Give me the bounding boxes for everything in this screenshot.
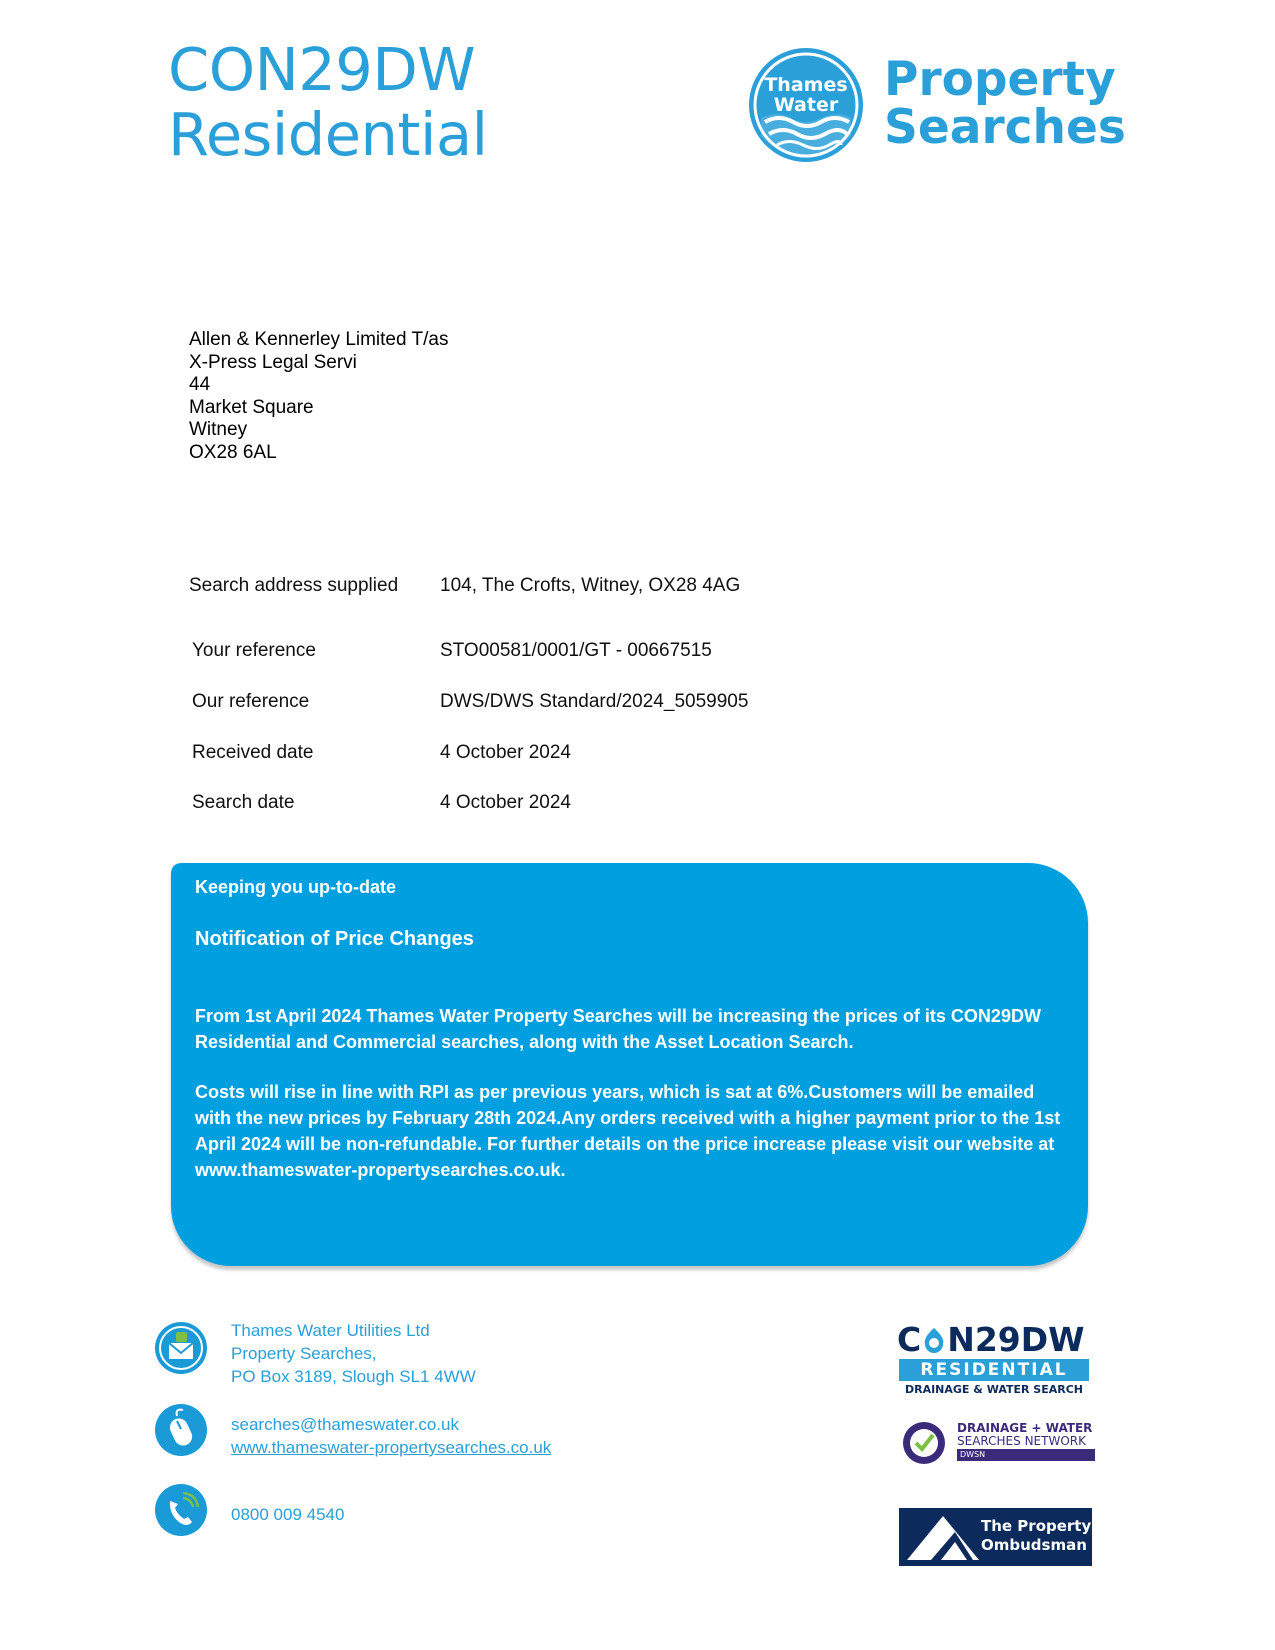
dwsn-badge xyxy=(900,1419,1095,1467)
company-address-line: PO Box 3189, Slough SL1 4WW xyxy=(231,1367,476,1386)
water-drop-icon xyxy=(921,1325,947,1353)
con29-title-b: N29DW xyxy=(947,1320,1085,1359)
your-reference-value: STO00581/0001/GT - 00667515 xyxy=(440,640,712,661)
dwsn-seal-icon xyxy=(900,1419,948,1467)
our-reference-label: Our reference xyxy=(192,691,310,712)
contact-links xyxy=(231,1413,551,1459)
dwsn-line2: SEARCHES NETWORK xyxy=(957,1434,1086,1448)
notice-paragraph-1: From 1st April 2024 Thames Water Property Searches will be increasing the prices of its CON29DW Residential and Commercial searches, along with the Asset Location Search. xyxy=(195,1006,1041,1052)
document-title-line1: CON29DW xyxy=(168,35,476,104)
dwsn-line1: DRAINAGE + WATER xyxy=(957,1421,1093,1435)
website-link[interactable]: www.thameswater-propertysearches.co.uk xyxy=(231,1438,552,1457)
notice-title: Notification of Price Changes xyxy=(195,928,474,950)
document-title-line2: Residential xyxy=(168,100,488,169)
company-address-line: Thames Water Utilities Ltd xyxy=(231,1321,430,1340)
mail-icon xyxy=(155,1322,207,1374)
property-ombudsman-badge xyxy=(899,1508,1092,1566)
con29-title-a: C xyxy=(897,1320,922,1359)
address-line: 44 xyxy=(189,374,211,395)
thames-water-logo xyxy=(747,46,865,164)
price-change-notice xyxy=(171,863,1088,1266)
received-date-value: 4 October 2024 xyxy=(440,742,571,763)
ombudsman-line2: Ombudsman xyxy=(981,1536,1087,1554)
notice-paragraph-2: Costs will rise in line with RPI as per previous years, which is sat at 6%.Customers will be emailed with the new prices by February 28th 2024.Any orders received with a higher payment prior to the 1st April 2024 will be non-refundable. For further details on the price increase please visit our website at www.thameswater-propertysearches.co.uk. xyxy=(195,1082,1061,1180)
company-address-line: Property Searches, xyxy=(231,1344,377,1363)
mouse-icon xyxy=(155,1404,207,1456)
con29-subtitle: DRAINAGE & WATER SEARCH xyxy=(904,1383,1084,1396)
company-address xyxy=(231,1319,476,1388)
brand-line1: Property xyxy=(884,52,1116,107)
address-line: Allen & Kennerley Limited T/as xyxy=(189,329,449,350)
search-address-value: 104, The Crofts, Witney, OX28 4AG xyxy=(440,575,741,596)
address-line: Market Square xyxy=(189,396,314,418)
address-line: OX28 6AL xyxy=(189,441,277,463)
received-date-label: Received date xyxy=(192,742,314,763)
address-line: Witney xyxy=(189,419,248,440)
ombudsman-line1: The Property xyxy=(981,1517,1092,1535)
con29dw-residential-badge xyxy=(897,1322,1091,1398)
ombudsman-logo-icon xyxy=(907,1516,979,1560)
con29-band: RESIDENTIAL xyxy=(899,1359,1089,1381)
phone-number[interactable]: 0800 009 4540 xyxy=(231,1505,345,1524)
email-address[interactable]: searches@thameswater.co.uk xyxy=(231,1415,459,1434)
address-line: X-Press Legal Servi xyxy=(189,351,357,373)
notice-heading: Keeping you up-to-date xyxy=(195,877,396,897)
search-date-value: 4 October 2024 xyxy=(440,792,571,813)
logo-text-line2: Water xyxy=(773,94,839,116)
phone-icon xyxy=(155,1484,207,1536)
our-reference-value: DWS/DWS Standard/2024_5059905 xyxy=(440,691,749,712)
logo-text-line1: Thames xyxy=(764,74,848,96)
your-reference-label: Your reference xyxy=(192,640,316,661)
recipient-address xyxy=(189,329,448,464)
search-address-label: Search address supplied xyxy=(189,575,399,596)
brand-line2: Searches xyxy=(884,100,1126,155)
dwsn-tag: DWSN xyxy=(957,1449,1095,1461)
search-date-label: Search date xyxy=(192,792,295,813)
